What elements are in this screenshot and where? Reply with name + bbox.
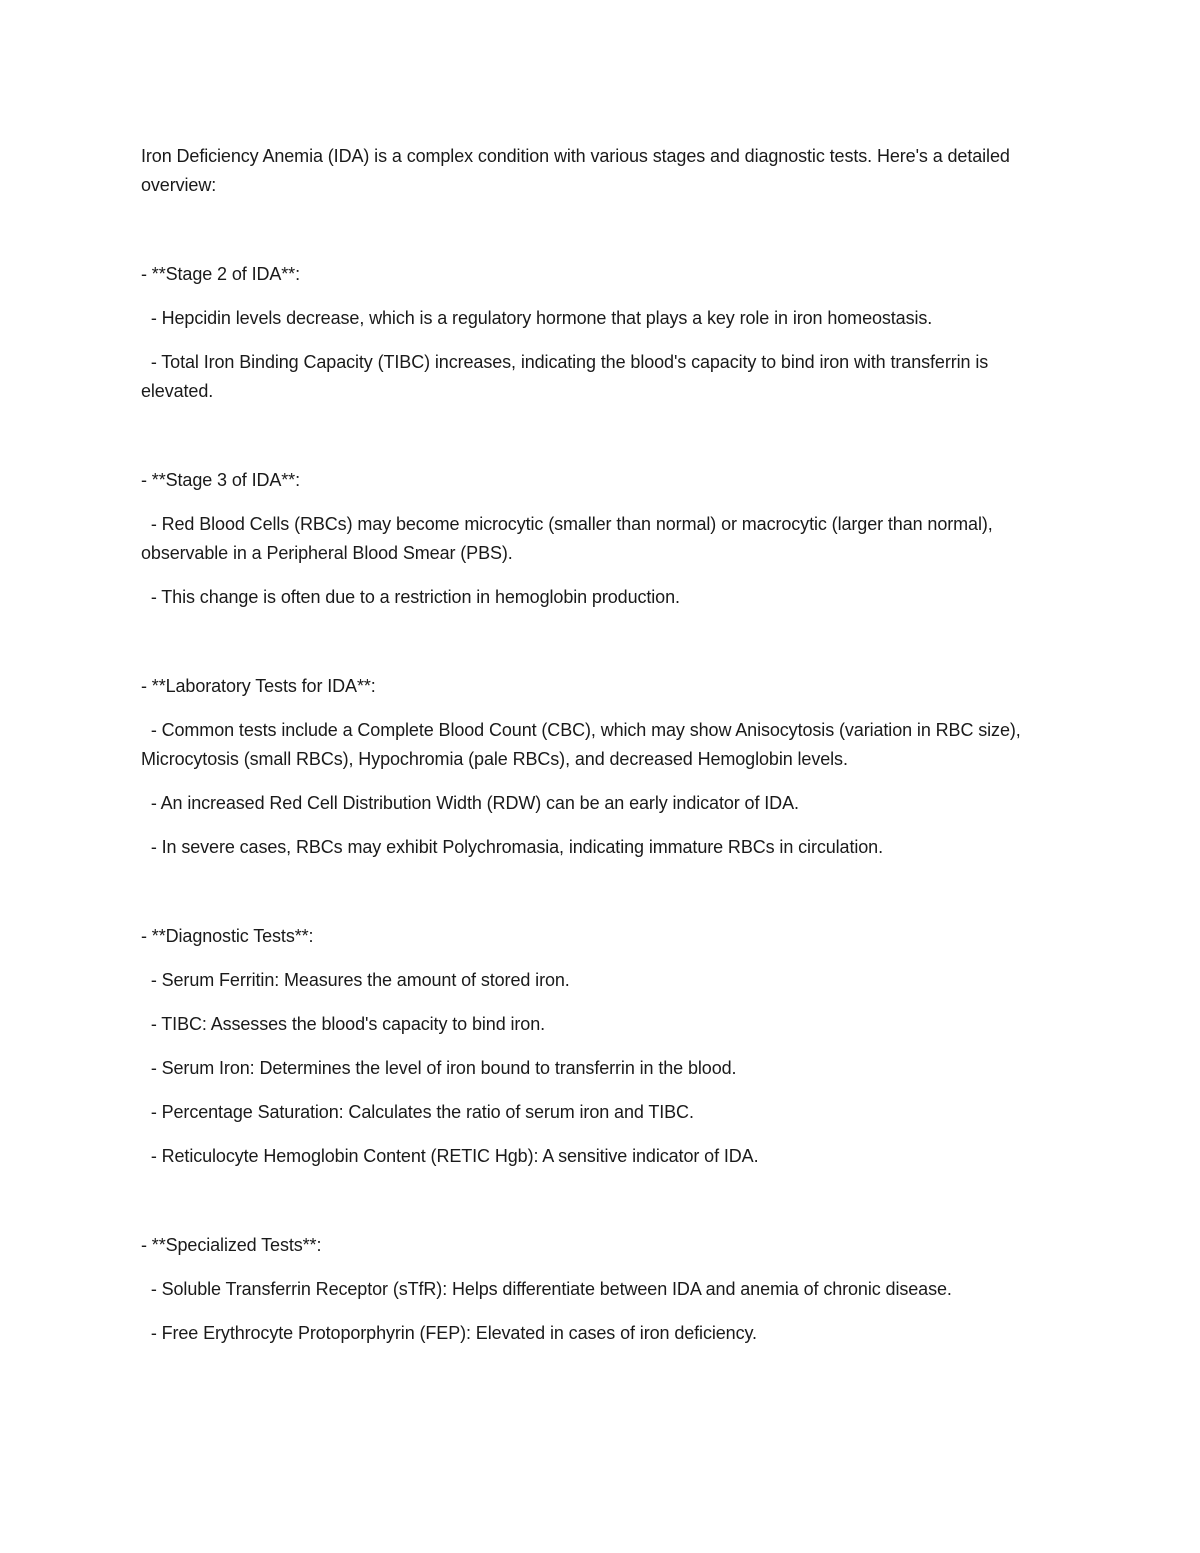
section-heading: - **Laboratory Tests for IDA**:	[141, 676, 376, 696]
section-heading: - **Stage 3 of IDA**:	[141, 470, 300, 490]
section-specialized-tests	[141, 1231, 1061, 1348]
list-item: - Free Erythrocyte Protoporphyrin (FEP): Elevated in cases of iron deficiency.	[141, 1323, 757, 1343]
list-item: - Reticulocyte Hemoglobin Content (RETIC Hgb): A sensitive indicator of IDA.	[141, 1146, 759, 1166]
list-item: - TIBC: Assesses the blood's capacity to bind iron.	[141, 1014, 546, 1034]
list-item: - Serum Ferritin: Measures the amount of stored iron.	[141, 970, 570, 990]
list-item: - Hepcidin levels decrease, which is a regulatory hormone that plays a key role in iron homeostasis.	[141, 308, 933, 328]
section-heading: - **Stage 2 of IDA**:	[141, 264, 300, 284]
list-item: - Soluble Transferrin Receptor (sTfR): Helps differentiate between IDA and anemia of chronic disease.	[141, 1279, 952, 1299]
list-item: - This change is often due to a restriction in hemoglobin production.	[141, 587, 680, 607]
section-stage-3	[141, 466, 1061, 612]
intro-paragraph: Iron Deficiency Anemia (IDA) is a complex condition with various stages and diagnostic tests. Here's a detailed overview:	[141, 146, 1015, 195]
section-laboratory-tests	[141, 672, 1061, 862]
list-item: - Percentage Saturation: Calculates the ratio of serum iron and TIBC.	[141, 1102, 694, 1122]
list-item: - In severe cases, RBCs may exhibit Polychromasia, indicating immature RBCs in circulation.	[141, 837, 883, 857]
section-stage-2	[141, 260, 1061, 406]
section-heading: - **Diagnostic Tests**:	[141, 926, 314, 946]
list-item: - Total Iron Binding Capacity (TIBC) increases, indicating the blood's capacity to bind iron with transferrin is elevated.	[141, 352, 994, 401]
list-item: - Red Blood Cells (RBCs) may become microcytic (smaller than normal) or macrocytic (larger than normal), observable in a Peripheral Blood Smear (PBS).	[141, 514, 998, 563]
section-diagnostic-tests	[141, 922, 1061, 1171]
list-item: - Common tests include a Complete Blood Count (CBC), which may show Anisocytosis (variation in RBC size), Microcytosis (small RBCs), Hypochromia (pale RBCs), and decreased Hemoglobin levels.	[141, 720, 1026, 769]
section-heading: - **Specialized Tests**:	[141, 1235, 322, 1255]
list-item: - An increased Red Cell Distribution Width (RDW) can be an early indicator of IDA.	[141, 793, 799, 813]
list-item: - Serum Iron: Determines the level of iron bound to transferrin in the blood.	[141, 1058, 737, 1078]
document-body	[141, 142, 1061, 1363]
